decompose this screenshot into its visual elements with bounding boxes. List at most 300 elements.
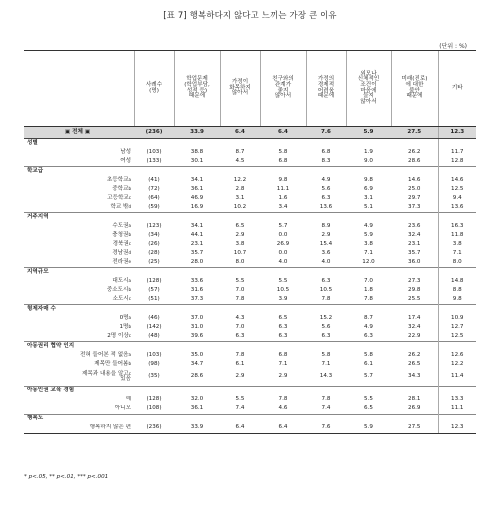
- table-cell: 9.4: [438, 194, 476, 203]
- table-cell: 2.9: [321, 231, 331, 238]
- table-cell: 29.7: [408, 194, 421, 201]
- table-cell: 6.3: [321, 194, 331, 201]
- table-cell: 2.9: [235, 231, 245, 238]
- empty-cell: [306, 342, 346, 352]
- table-cell: 14.6: [438, 176, 476, 185]
- row-label: [24, 222, 134, 231]
- table-cell: 30.1: [190, 157, 204, 164]
- table-cell: 29.8: [408, 286, 421, 293]
- empty-cell: [346, 342, 391, 352]
- table-cell: 5.6: [321, 185, 331, 192]
- empty-cell: [346, 305, 391, 315]
- empty-cell: [174, 139, 220, 149]
- section-title: 형제자매 수: [24, 305, 134, 315]
- table-cell: 5.9: [346, 127, 391, 139]
- table-cell: 5.9: [364, 231, 373, 238]
- table-cell: 12.0: [362, 258, 375, 265]
- empty-cell: [260, 167, 306, 177]
- table-row: [24, 258, 476, 268]
- table-cell: 11.1: [438, 405, 476, 415]
- table-cell: 6.4: [260, 127, 306, 139]
- table-cell: 12.2: [438, 360, 476, 369]
- row-label: [24, 194, 134, 203]
- group-superscript: d: [128, 203, 131, 209]
- table-cell: 11.7: [438, 148, 476, 157]
- table-cell: 5.8: [278, 148, 288, 155]
- table-cell: 28.1: [408, 396, 421, 403]
- table-cell: 8.9: [321, 222, 331, 229]
- table-cell: 10.5: [276, 286, 290, 293]
- column-header: [24, 51, 134, 127]
- row-label: [24, 332, 134, 342]
- table-cell: 2.8: [235, 185, 245, 192]
- row-label-text: 학교 밖: [110, 203, 129, 210]
- empty-cell: [134, 167, 174, 177]
- table-cell: 27.3: [408, 277, 421, 284]
- table-cell: 31.6: [190, 286, 204, 293]
- empty-cell: [306, 305, 346, 315]
- table-row: [24, 295, 476, 305]
- table-row: [24, 222, 476, 231]
- table-cell: 23.1: [408, 240, 421, 247]
- column-header: 사례수 (명): [134, 51, 174, 127]
- table-cell: 26.9: [276, 240, 290, 247]
- table-cell: 26.9: [408, 405, 421, 412]
- table-row: [24, 176, 476, 185]
- empty-cell: [438, 268, 476, 278]
- row-label-text: 0명: [119, 314, 129, 321]
- group-superscript: d: [128, 249, 131, 255]
- table-cell: 0.0: [278, 231, 288, 238]
- group-superscript: c: [128, 370, 131, 376]
- row-label: [24, 258, 134, 268]
- table-cell: 5.9: [346, 424, 391, 434]
- empty-cell: [174, 342, 220, 352]
- row-label: [24, 369, 134, 386]
- table-cell: 16.3: [438, 222, 476, 231]
- table-cell: 27.5: [391, 127, 438, 139]
- table-cell: 7.1: [364, 249, 373, 256]
- table-cell: 7.8: [235, 295, 245, 302]
- row-label-text: 행복하지 않은 편: [89, 424, 131, 431]
- empty-cell: [134, 414, 174, 424]
- section-title: 학교급: [24, 167, 134, 177]
- table-cell: 37.3: [190, 295, 204, 302]
- table-cell: 6.3: [235, 332, 245, 339]
- section-header-row: [24, 139, 476, 149]
- row-label: [24, 277, 134, 286]
- table-cell: 3.1: [235, 194, 245, 201]
- table-cell: 5.7: [364, 373, 373, 380]
- group-superscript: c: [128, 332, 131, 338]
- table-cell: 6.1: [235, 360, 245, 367]
- table-cell: (28): [148, 249, 160, 256]
- section-title: 아동권리 협약 인지: [24, 342, 134, 352]
- table-cell: 36.1: [190, 185, 204, 192]
- table-cell: 6.3: [321, 277, 331, 284]
- group-superscript: a: [128, 351, 131, 357]
- table-cell: 2.9: [235, 373, 245, 380]
- table-cell: 32.4: [408, 323, 421, 330]
- table-row: [24, 360, 476, 369]
- table-cell: 10.5: [319, 286, 333, 293]
- table-cell: 3.4: [278, 203, 288, 210]
- row-label-text: 남성: [120, 148, 131, 155]
- row-label-text: 전라권: [112, 258, 129, 265]
- empty-cell: [134, 139, 174, 149]
- row-label-text: 경남권: [112, 249, 129, 256]
- table-cell: 4.6: [278, 405, 288, 412]
- group-superscript: b: [128, 231, 131, 237]
- table-cell: 7.0: [235, 323, 245, 330]
- group-superscript: e: [128, 258, 131, 264]
- empty-cell: [306, 386, 346, 396]
- table-cell: 22.9: [408, 332, 421, 339]
- section-title: 성별: [24, 139, 134, 149]
- footnote: * p<.05, ** p<.01, *** p<.001: [24, 474, 109, 480]
- table-cell: 7.1: [438, 249, 476, 258]
- table-cell: 12.5: [438, 185, 476, 194]
- empty-cell: [438, 305, 476, 315]
- row-label-text: 고등학교: [107, 194, 129, 201]
- row-label-text: 제목만 들어봄: [94, 360, 129, 367]
- table-cell: 7.8: [278, 396, 288, 403]
- data-table: [24, 50, 476, 434]
- row-label-text: 예: [125, 396, 131, 403]
- table-cell: 35.7: [408, 249, 421, 256]
- table-cell: (59): [148, 203, 160, 210]
- empty-cell: [346, 213, 391, 223]
- table-cell: 28.6: [190, 373, 204, 380]
- table-cell: 7.8: [364, 295, 373, 302]
- table-cell: 8.7: [235, 148, 245, 155]
- table-cell: 10.2: [233, 203, 247, 210]
- row-label: [24, 351, 134, 360]
- table-cell: 38.8: [190, 148, 204, 155]
- table-cell: (128): [146, 277, 162, 284]
- table-cell: 5.5: [235, 277, 245, 284]
- table-cell: 5.1: [364, 203, 373, 210]
- table-cell: 26.5: [408, 360, 421, 367]
- table-row: [24, 332, 476, 342]
- table-cell: (48): [148, 332, 160, 339]
- table-cell: (51): [148, 295, 160, 302]
- table-cell: (236): [134, 424, 174, 434]
- row-label-text: 경북권: [112, 240, 129, 247]
- row-label: [24, 323, 134, 332]
- table-cell: (34): [148, 231, 160, 238]
- table-cell: (103): [146, 351, 162, 358]
- table-cell: (123): [146, 222, 162, 229]
- empty-cell: [391, 414, 438, 424]
- row-label-text: 제목과 내용을 알고: [82, 370, 129, 377]
- table-cell: 7.8: [321, 295, 331, 302]
- empty-cell: [220, 386, 260, 396]
- section-header-row: [24, 167, 476, 177]
- row-label: [24, 249, 134, 258]
- empty-cell: [220, 139, 260, 149]
- table-cell: 5.5: [278, 277, 288, 284]
- table-cell: 4.9: [364, 222, 373, 229]
- empty-cell: [306, 167, 346, 177]
- table-row: [24, 369, 476, 386]
- empty-cell: [391, 305, 438, 315]
- table-cell: 6.4: [220, 424, 260, 434]
- group-superscript: c: [128, 194, 131, 200]
- table-cell: 4.9: [321, 176, 331, 183]
- empty-cell: [438, 139, 476, 149]
- table-row: [24, 405, 476, 415]
- table-cell: 14.8: [438, 277, 476, 286]
- row-label: [24, 176, 134, 185]
- table-cell: 26.2: [408, 351, 421, 358]
- table-cell: 14.6: [408, 176, 421, 183]
- table-cell: 12.5: [438, 332, 476, 342]
- empty-cell: [306, 139, 346, 149]
- row-label-text: 1명: [119, 323, 129, 330]
- table-cell: 46.9: [190, 194, 204, 201]
- table-cell: 4.0: [278, 258, 288, 265]
- row-label: [24, 240, 134, 249]
- table-cell: 6.4: [220, 127, 260, 139]
- table-cell: 12.2: [233, 176, 247, 183]
- table-cell: 6.5: [364, 405, 373, 412]
- empty-cell: [260, 139, 306, 149]
- table-cell: 34.1: [190, 222, 204, 229]
- table-cell: 12.6: [438, 351, 476, 360]
- table-cell: 6.8: [278, 351, 288, 358]
- table-cell: 3.9: [278, 295, 288, 302]
- empty-cell: [391, 386, 438, 396]
- table-cell: 23.1: [190, 240, 204, 247]
- group-superscript: a: [128, 314, 131, 320]
- table-cell: 8.3: [321, 157, 331, 164]
- table-cell: 7.4: [321, 405, 331, 412]
- table-cell: (35): [148, 373, 160, 380]
- empty-cell: [391, 268, 438, 278]
- group-superscript: b: [128, 286, 131, 292]
- empty-cell: [174, 305, 220, 315]
- group-superscript: c: [128, 240, 131, 246]
- empty-cell: [134, 342, 174, 352]
- empty-cell: [134, 386, 174, 396]
- row-label-text: 아니오: [114, 405, 131, 412]
- empty-cell: [260, 386, 306, 396]
- table-cell: 7.8: [235, 351, 245, 358]
- empty-cell: [134, 268, 174, 278]
- row-label-text: 수도권: [112, 222, 129, 229]
- table-row: [24, 203, 476, 213]
- table-cell: 5.7: [278, 222, 288, 229]
- table-row: [24, 277, 476, 286]
- table-cell: 9.8: [438, 295, 476, 305]
- table-cell: 26.2: [408, 148, 421, 155]
- empty-cell: [438, 386, 476, 396]
- empty-cell: [260, 414, 306, 424]
- table-cell: 34.1: [190, 176, 204, 183]
- table-cell: 9.8: [278, 176, 288, 183]
- table-cell: 13.6: [438, 203, 476, 213]
- table-cell: 4.3: [235, 314, 245, 321]
- table-cell: (128): [146, 396, 162, 403]
- unit-label: (단위 : %): [439, 43, 467, 50]
- empty-cell: [174, 268, 220, 278]
- empty-cell: [391, 213, 438, 223]
- empty-cell: [438, 167, 476, 177]
- table-cell: 12.3: [438, 424, 476, 434]
- table-cell: 12.3: [438, 127, 476, 139]
- table-cell: 3.6: [321, 249, 331, 256]
- table-cell: 11.4: [438, 369, 476, 386]
- column-header: 친구와의 관계가 좋지 않아서: [260, 51, 306, 127]
- table-cell: 3.8: [438, 240, 476, 249]
- row-label: [24, 185, 134, 194]
- table-cell: 44.1: [190, 231, 204, 238]
- table-cell: 3.8: [235, 240, 245, 247]
- row-label: [24, 286, 134, 295]
- table-cell: 6.3: [364, 332, 373, 339]
- table-cell: 7.0: [364, 277, 373, 284]
- row-label-text: 여성: [120, 157, 131, 164]
- table-cell: 33.9: [174, 127, 220, 139]
- empty-cell: [391, 342, 438, 352]
- column-header: 가정이 화목하지 않아서: [220, 51, 260, 127]
- row-label: [24, 231, 134, 240]
- empty-cell: [220, 268, 260, 278]
- table-cell: 9.8: [364, 176, 373, 183]
- table-cell: 9.0: [364, 157, 373, 164]
- table-cell: 5.6: [321, 323, 331, 330]
- table-cell: 12.7: [438, 323, 476, 332]
- table-cell: 16.9: [190, 203, 204, 210]
- table-cell: (25): [148, 258, 160, 265]
- table-cell: (236): [134, 127, 174, 139]
- empty-cell: [134, 213, 174, 223]
- table-cell: (103): [146, 148, 162, 155]
- empty-cell: [306, 414, 346, 424]
- table-cell: 7.4: [235, 405, 245, 412]
- table-row: [24, 323, 476, 332]
- table-cell: (108): [146, 405, 162, 412]
- table-cell: (46): [148, 314, 160, 321]
- table-cell: 5.8: [321, 351, 331, 358]
- table-title: [표 7] 행복하다지 않다고 느끼는 가장 큰 이유: [163, 10, 337, 20]
- section-title: 거주지역: [24, 213, 134, 223]
- table-cell: 33.6: [190, 277, 204, 284]
- empty-cell: [306, 213, 346, 223]
- table-cell: 32.4: [408, 231, 421, 238]
- empty-cell: [174, 213, 220, 223]
- group-superscript: b: [128, 323, 131, 329]
- row-label: [24, 396, 134, 405]
- empty-cell: [306, 268, 346, 278]
- header-row: [24, 51, 476, 127]
- table-cell: 8.8: [438, 286, 476, 295]
- row-label-text: 중학교: [112, 185, 129, 192]
- empty-cell: [220, 414, 260, 424]
- table-cell: 10.9: [438, 314, 476, 323]
- table-row: [24, 157, 476, 167]
- column-header: 미래(진로) 에 대한 불안 때문에: [391, 51, 438, 127]
- table-cell: 7.1: [278, 360, 288, 367]
- row-label-text: 중소도시: [106, 286, 129, 293]
- empty-cell: [220, 167, 260, 177]
- table-row: [24, 240, 476, 249]
- table-cell: 12.8: [438, 157, 476, 167]
- table-cell: (26): [148, 240, 160, 247]
- table-cell: 6.9: [364, 185, 373, 192]
- table-cell: 6.8: [278, 157, 288, 164]
- group-superscript: a: [128, 176, 131, 182]
- table-cell: 36.1: [190, 405, 204, 412]
- table-row: [24, 424, 476, 434]
- row-label: [24, 295, 134, 305]
- table-row: [24, 231, 476, 240]
- empty-cell: [134, 305, 174, 315]
- table-cell: 6.5: [278, 314, 288, 321]
- row-label: [24, 314, 134, 323]
- table-cell: (142): [146, 323, 162, 330]
- row-label: [24, 424, 134, 434]
- table-cell: 6.3: [278, 332, 288, 339]
- table-cell: 5.8: [364, 351, 373, 358]
- table-cell: 7.6: [306, 424, 346, 434]
- table-row: [24, 351, 476, 360]
- table-cell: 1.6: [278, 194, 288, 201]
- table-cell: 6.4: [260, 424, 306, 434]
- empty-cell: [346, 167, 391, 177]
- table-cell: 14.3: [319, 373, 333, 380]
- table-cell: 37.3: [408, 203, 421, 210]
- group-superscript: c: [128, 295, 131, 301]
- column-header: 가정의 경제적 어려움 때문에: [306, 51, 346, 127]
- group-superscript: a: [128, 222, 131, 228]
- table-cell: 15.4: [319, 240, 333, 247]
- row-label-text: 초등학교: [106, 176, 129, 183]
- table-cell: 1.8: [364, 286, 373, 293]
- table-cell: 2.9: [278, 373, 288, 380]
- table-cell: 8.7: [364, 314, 373, 321]
- row-label: [24, 203, 134, 213]
- row-label-text: 전혀 들어본 적 없음: [79, 351, 129, 358]
- empty-cell: [220, 342, 260, 352]
- empty-cell: [260, 213, 306, 223]
- table-cell: 10.7: [233, 249, 247, 256]
- table-cell: (41): [148, 176, 160, 183]
- table-row: [24, 194, 476, 203]
- total-row: [24, 127, 476, 139]
- group-superscript: b: [128, 360, 131, 366]
- row-label-text: 충청권: [112, 231, 129, 238]
- table-cell: 11.1: [276, 185, 290, 192]
- empty-cell: [438, 414, 476, 424]
- column-header: 학업문제 (학업부담, 성적 등) 때문에: [174, 51, 220, 127]
- table-cell: (133): [146, 157, 162, 164]
- table-cell: 8.0: [438, 258, 476, 268]
- table-cell: (57): [148, 286, 160, 293]
- empty-cell: [391, 167, 438, 177]
- empty-cell: [174, 167, 220, 177]
- table-cell: 23.6: [408, 222, 421, 229]
- section-title: 지역규모: [24, 268, 134, 278]
- table-cell: 36.0: [408, 258, 421, 265]
- table-cell: (64): [148, 194, 160, 201]
- table-cell: 32.0: [190, 396, 204, 403]
- row-label: [24, 157, 134, 167]
- table-row: [24, 249, 476, 258]
- row-label-text: 있음: [120, 376, 131, 383]
- table-cell: 6.3: [278, 323, 288, 330]
